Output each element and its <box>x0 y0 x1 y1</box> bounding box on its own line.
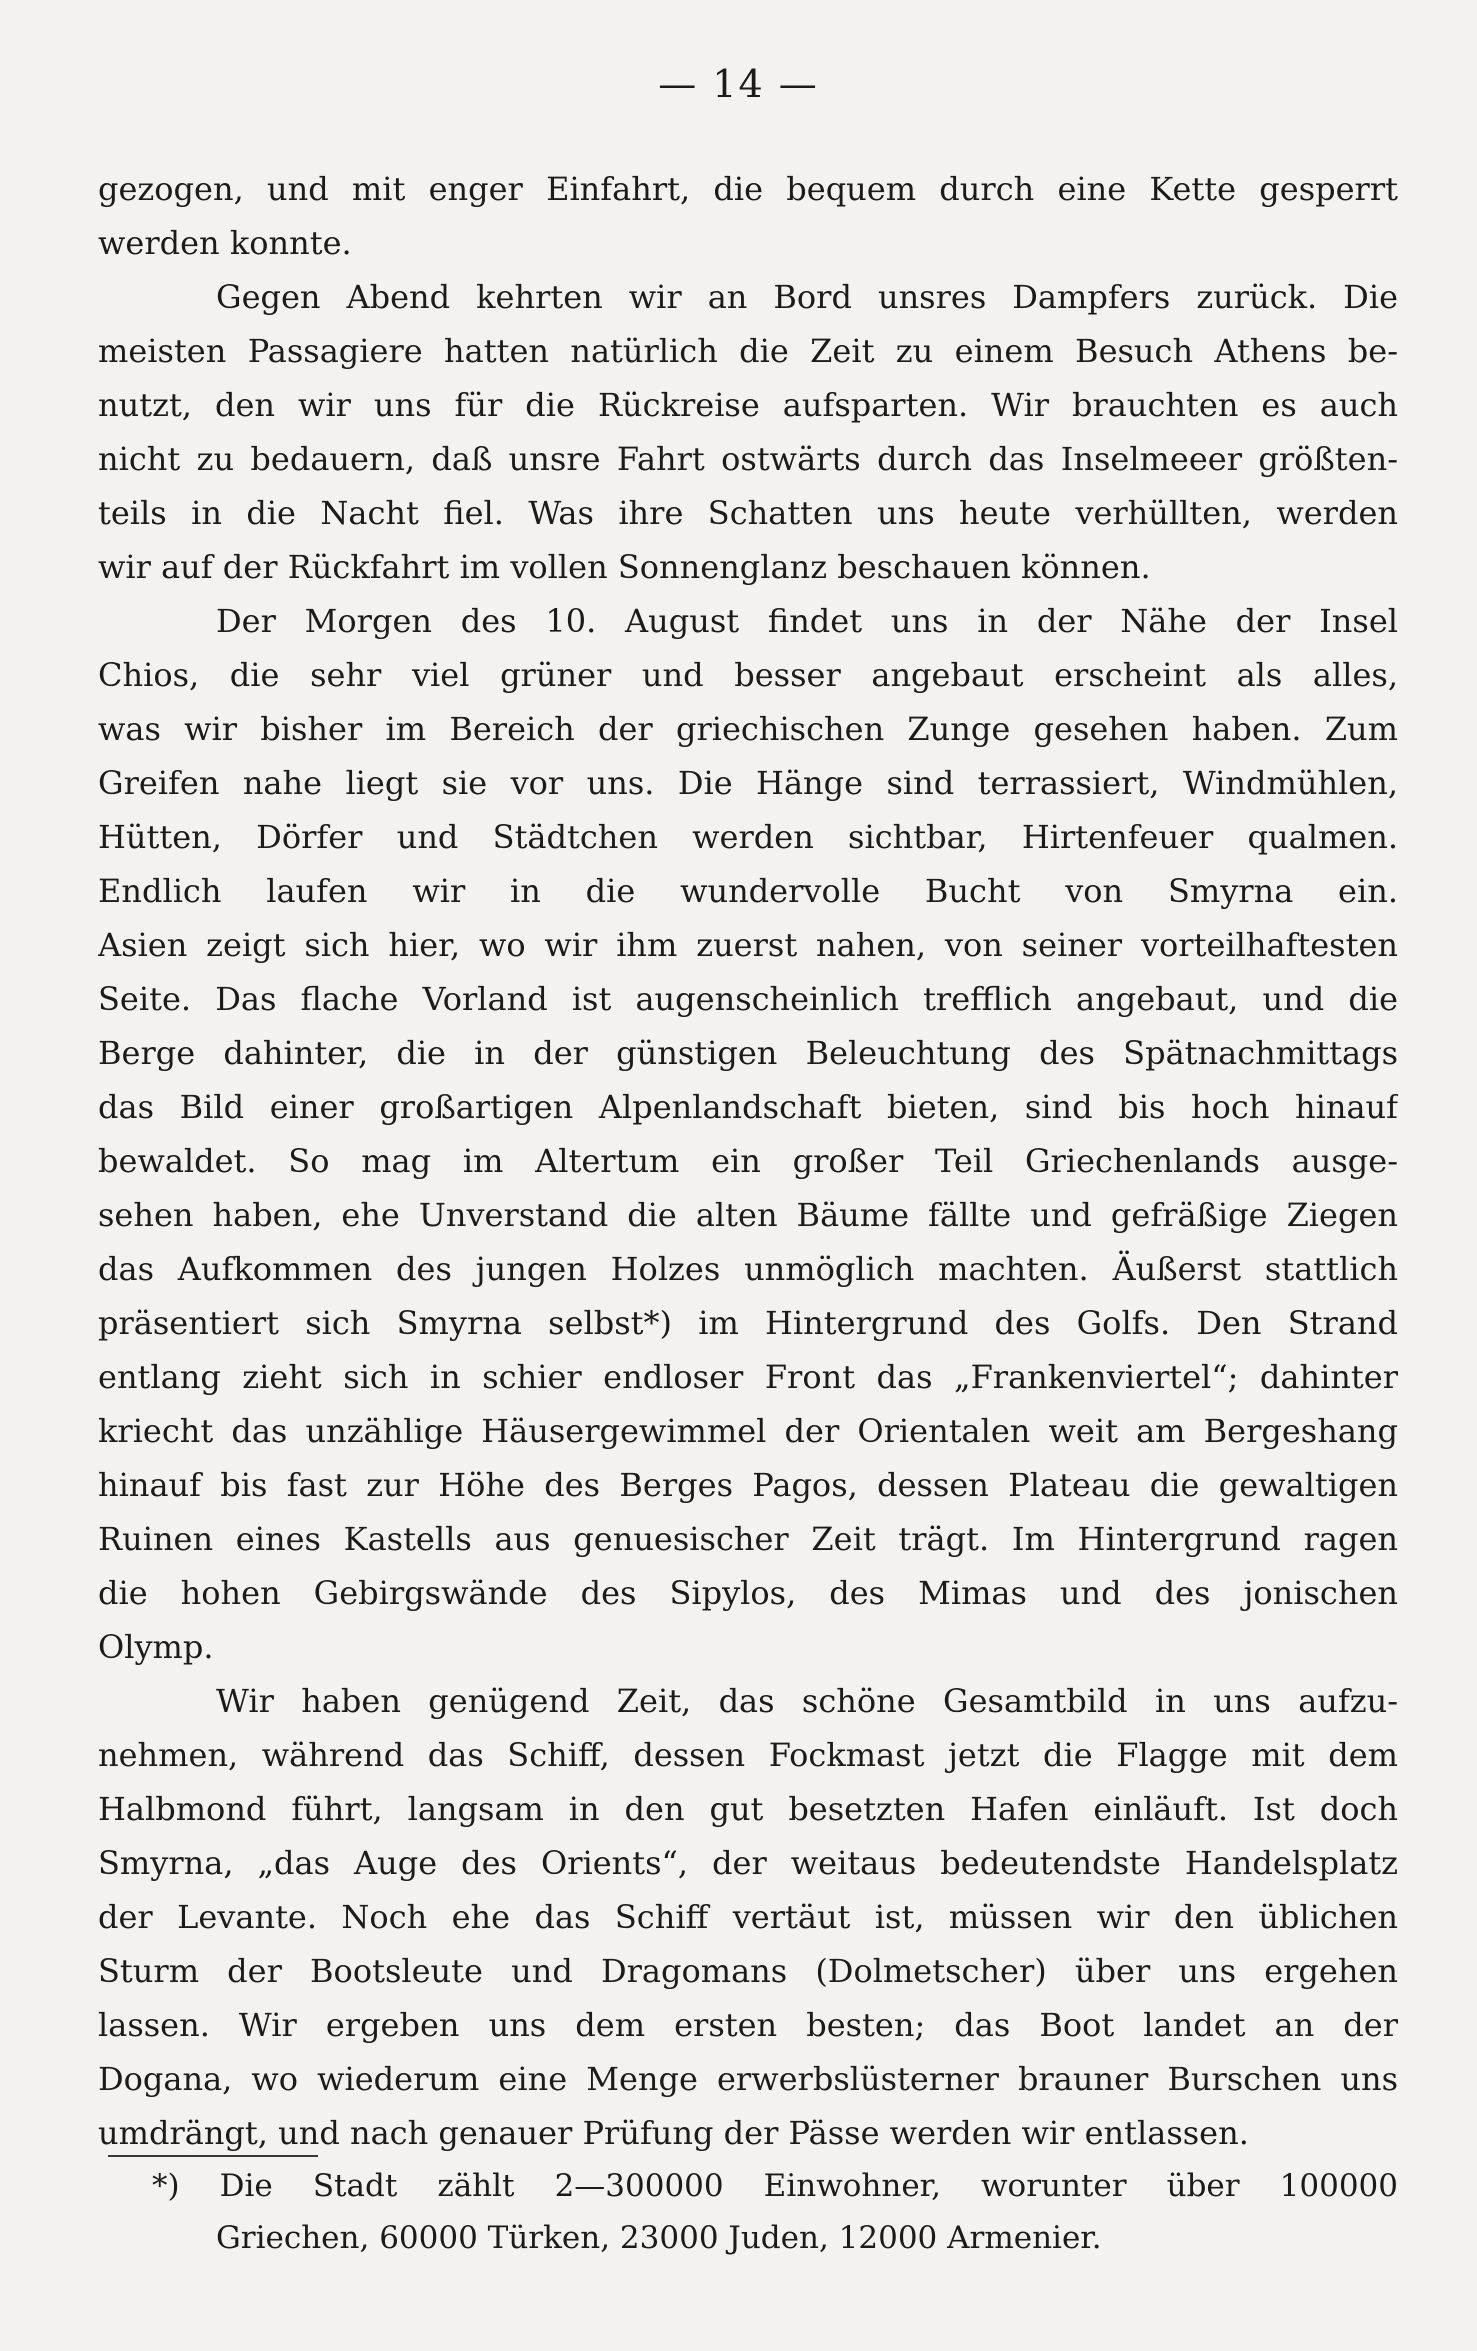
text-line: gezogen, und mit enger Einfahrt, die bequem durch eine Kette gesperrt <box>98 170 1398 208</box>
text-line: lassen. Wir ergeben uns dem ersten besten; das Boot landet an der <box>98 2006 1398 2044</box>
text-line: der Levante. Noch ehe das Schiff vertäut ist, müssen wir den üblichen <box>98 1898 1398 1936</box>
text-line: Hütten, Dörfer und Städtchen werden sichtbar, Hirtenfeuer qualmen. <box>98 818 1398 856</box>
text-line: Gegen Abend kehrten wir an Bord unsres Dampfers zurück. Die <box>216 278 1398 316</box>
text-line: was wir bisher im Bereich der griechischen Zunge gesehen haben. Zum <box>98 710 1398 748</box>
footnote-divider <box>108 2155 318 2157</box>
text-line: nutzt, den wir uns für die Rückreise aufsparten. Wir brauchten es auch <box>98 386 1398 424</box>
body-text <box>98 162 1398 2160</box>
footnote-line: *) Die Stadt zählt 2—300000 Einwohner, worunter über 100000 <box>152 2168 1398 2204</box>
text-line: sehen haben, ehe Unverstand die alten Bäume fällte und gefräßige Ziegen <box>98 1196 1398 1234</box>
text-line: meisten Passagiere hatten natürlich die Zeit zu einem Besuch Athens be- <box>98 332 1398 370</box>
text-line: nicht zu bedauern, daß unsre Fahrt ostwärts durch das Inselmeeer größten- <box>98 440 1398 478</box>
text-line: Smyrna, „das Auge des Orients“, der weitaus bedeutendste Handelsplatz <box>98 1844 1398 1882</box>
text-line: präsentiert sich Smyrna selbst*) im Hintergrund des Golfs. Den Strand <box>98 1304 1398 1342</box>
text-line: bewaldet. So mag im Altertum ein großer Teil Griechenlands ausge- <box>98 1142 1398 1180</box>
text-line: Sturm der Bootsleute und Dragomans (Dolmetscher) über uns ergehen <box>98 1952 1398 1990</box>
text-line: umdrängt, und nach genauer Prüfung der Pässe werden wir entlassen. <box>98 2114 1249 2152</box>
text-line: das Aufkommen des jungen Holzes unmöglich machten. Äußerst stattlich <box>98 1250 1398 1288</box>
text-line: nehmen, während das Schiff, dessen Fockmast jetzt die Flagge mit dem <box>98 1736 1398 1774</box>
text-line: Der Morgen des 10. August findet uns in der Nähe der Insel <box>216 602 1398 640</box>
text-line: Halbmond führt, langsam in den gut besetzten Hafen einläuft. Ist doch <box>98 1790 1398 1828</box>
text-line: Seite. Das flache Vorland ist augenscheinlich trefflich angebaut, und die <box>98 980 1398 1018</box>
text-line: werden konnte. <box>98 224 352 262</box>
footnote-line: Griechen, 60000 Türken, 23000 Juden, 12000 Armenier. <box>216 2220 1102 2256</box>
text-line: entlang zieht sich in schier endloser Front das „Frankenviertel“; dahinter <box>98 1358 1398 1396</box>
text-line: Ruinen eines Kastells aus genuesischer Zeit trägt. Im Hintergrund ragen <box>98 1520 1398 1558</box>
text-line: teils in die Nacht fiel. Was ihre Schatten uns heute verhüllten, werden <box>98 494 1398 532</box>
text-line: Wir haben genügend Zeit, das schöne Gesamtbild in uns aufzu- <box>216 1682 1398 1720</box>
text-line: Greifen nahe liegt sie vor uns. Die Hänge sind terrassiert, Windmühlen, <box>98 764 1398 802</box>
text-line: Olymp. <box>98 1628 214 1666</box>
footnote <box>98 2160 1398 2264</box>
text-line: kriecht das unzählige Häusergewimmel der Orientalen weit am Bergeshang <box>98 1412 1398 1450</box>
text-line: Chios, die sehr viel grüner und besser angebaut erscheint als alles, <box>98 656 1398 694</box>
page-number: — 14 — <box>658 62 819 106</box>
text-line: Endlich laufen wir in die wundervolle Bucht von Smyrna ein. <box>98 872 1398 910</box>
text-line: das Bild einer großartigen Alpenlandschaft bieten, sind bis hoch hinauf <box>98 1088 1398 1126</box>
text-line: die hohen Gebirgswände des Sipylos, des Mimas und des jonischen <box>98 1574 1398 1612</box>
text-line: hinauf bis fast zur Höhe des Berges Pagos, dessen Plateau die gewaltigen <box>98 1466 1398 1504</box>
text-line: Asien zeigt sich hier, wo wir ihm zuerst nahen, von seiner vorteilhaftesten <box>98 926 1398 964</box>
text-line: Berge dahinter, die in der günstigen Beleuchtung des Spätnachmittags <box>98 1034 1398 1072</box>
text-line: Dogana, wo wiederum eine Menge erwerbslüsterner brauner Burschen uns <box>98 2060 1398 2098</box>
text-line: wir auf der Rückfahrt im vollen Sonnenglanz beschauen können. <box>98 548 1151 586</box>
